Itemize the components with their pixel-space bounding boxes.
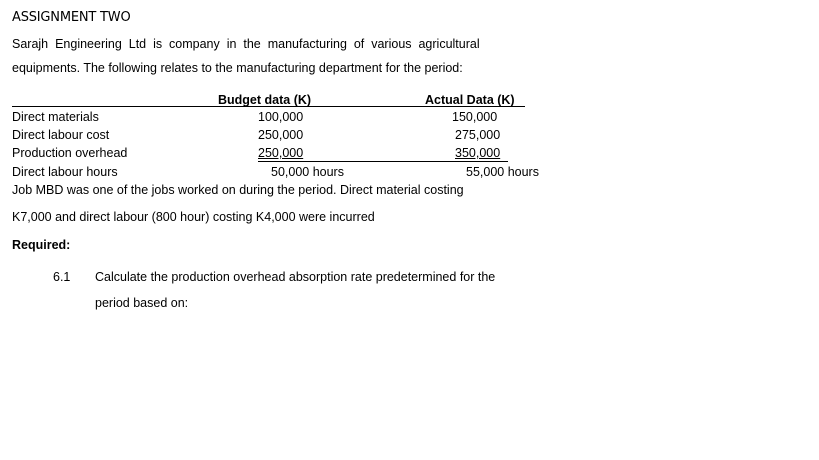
- budget-production-overhead: 250,000: [258, 146, 304, 160]
- assignment-heading: ASSIGNMENT TWO: [12, 10, 131, 25]
- question-text-line-1: Calculate the production overhead absorption rate predetermined for the: [95, 270, 496, 284]
- budget-direct-labour-cost: 250,000: [258, 128, 304, 142]
- subtotal-rule: [258, 161, 508, 162]
- column-header-actual: Actual Data (K): [425, 93, 515, 107]
- row-label-production-overhead: Production overhead: [12, 146, 128, 160]
- actual-production-overhead: 350,000: [455, 146, 501, 160]
- actual-direct-labour-hours: 55,000 hours: [466, 165, 539, 179]
- intro-line-1: Sarajh Engineering Ltd is company in the manufacturing of various agricultural: [12, 37, 480, 51]
- intro-line-2: equipments. The following relates to the manufacturing department for the period:: [12, 61, 463, 75]
- job-line-2: K7,000 and direct labour (800 hour) costing K4,000 were incurred: [12, 210, 375, 224]
- required-label: Required:: [12, 238, 71, 252]
- budget-direct-materials: 100,000: [258, 110, 304, 124]
- actual-direct-labour-cost: 275,000: [455, 128, 501, 142]
- actual-direct-materials: 150,000: [452, 110, 498, 124]
- question-text-line-2: period based on:: [95, 296, 189, 310]
- budget-direct-labour-hours: 50,000 hours: [271, 165, 344, 179]
- row-label-direct-labour-cost: Direct labour cost: [12, 128, 110, 142]
- row-label-direct-labour-hours: Direct labour hours: [12, 165, 118, 179]
- column-header-budget: Budget data (K): [218, 93, 312, 107]
- job-line-1: Job MBD was one of the jobs worked on during the period. Direct material costing: [12, 183, 464, 197]
- question-number: 6.1: [53, 270, 71, 284]
- row-label-direct-materials: Direct materials: [12, 110, 99, 124]
- header-rule: [12, 106, 525, 107]
